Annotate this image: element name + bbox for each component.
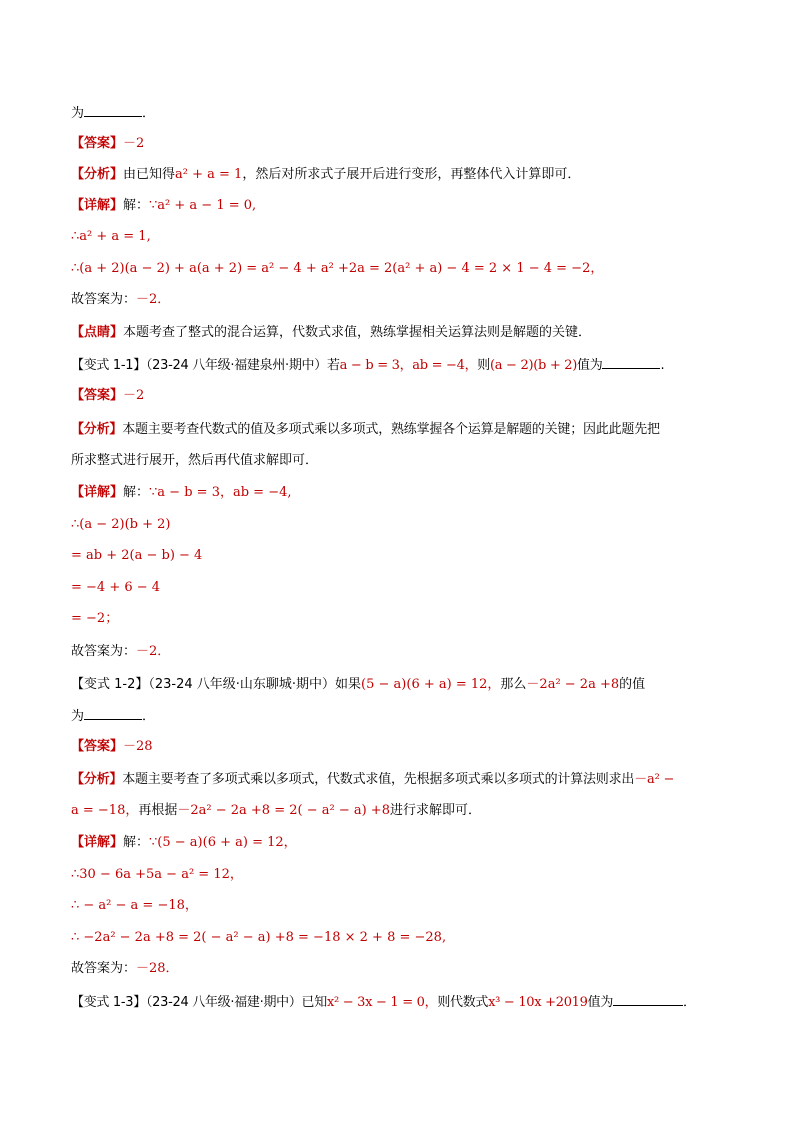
solution-step: ∴(a + 2)(a − 2) + a(a + 2) = a² − 4 + a² +2a = 2(a² + a) − 4 = 2 × 1 − 4 = −2，: [71, 261, 604, 276]
analysis-continuation: 所求整式进行展开，然后再代值求解即可．: [71, 453, 319, 468]
analysis-line: 【分析】本题主要考查代数式的值及多项式乘以多项式，熟练掌握各个运算是解题的关键；因此此题先把: [71, 422, 660, 437]
solution-line: 【详解】解：∵a − b = 3，ab = −4,: [71, 485, 292, 500]
final-answer-line: 故答案为：－2．: [71, 644, 171, 659]
solution-step: ∴30 − 6a +5a − a² = 12，: [71, 867, 243, 882]
answer-blank: [84, 103, 142, 117]
solution-step: ∴ − a² − a = −18，: [71, 898, 198, 913]
question-continuation: 为 ．: [71, 706, 734, 727]
final-answer-line: 故答案为：－28．: [71, 961, 179, 976]
solution-step: = ab + 2(a − b) − 4: [71, 548, 203, 563]
question-continuation: 为 ．: [71, 103, 734, 124]
answer-line: 【答案】－2: [71, 136, 145, 151]
solution-step: = −4 + 6 − 4: [71, 580, 161, 595]
solution-step: ∴a² + a = 1,: [71, 229, 151, 244]
analysis-continuation: a = −18，再根据－2a² − 2a +8 = 2( − a² − a) +8进行求解即可．: [71, 803, 481, 818]
variant-1-1-question: 【变式 1-1】（23-24 八年级·福建泉州·期中）若a − b = 3，ab = −4，则(a − 2)(b + 2)值为 .: [71, 355, 734, 376]
variant-1-2-question: 【变式 1-2】（23-24 八年级·山东聊城·期中）如果(5 − a)(6 + a) = 12，那么－2a² − 2a +8的值: [71, 677, 646, 692]
analysis-line: 【分析】由已知得a² + a = 1，然后对所求式子展开后进行变形，再整体代入计算即可．: [71, 167, 581, 182]
solution-line: 【详解】解：∵(5 − a)(6 + a) = 12，: [71, 835, 297, 850]
comment-line: 【点睛】本题考查了整式的混合运算，代数式求值，熟练掌握相关运算法则是解题的关键．: [71, 325, 592, 340]
solution-step: ∴ −2a² − 2a +8 = 2( − a² − a) +8 = −18 × 2 + 8 = −28,: [71, 930, 447, 945]
solution-step: = −2；: [71, 611, 119, 626]
answer-blank: [84, 706, 142, 720]
solution-step: ∴(a − 2)(b + 2): [71, 517, 171, 532]
answer-blank: [613, 992, 683, 1006]
answer-blank: [602, 355, 660, 369]
analysis-line: 【分析】本题主要考查了多项式乘以多项式，代数式求值，先根据多项式乘以多项式的计算法则求出－a² −: [71, 772, 675, 787]
answer-line: 【答案】－2: [71, 388, 145, 403]
answer-line: 【答案】－28: [71, 739, 153, 754]
solution-line: 【详解】解：∵a² + a − 1 = 0,: [71, 198, 257, 213]
variant-1-3-question: 【变式 1-3】（23-24 八年级·福建·期中）已知x² − 3x − 1 = 0，则代数式x³ − 10x +2019值为 ．: [71, 992, 734, 1013]
final-answer-line: 故答案为：－2．: [71, 292, 171, 307]
